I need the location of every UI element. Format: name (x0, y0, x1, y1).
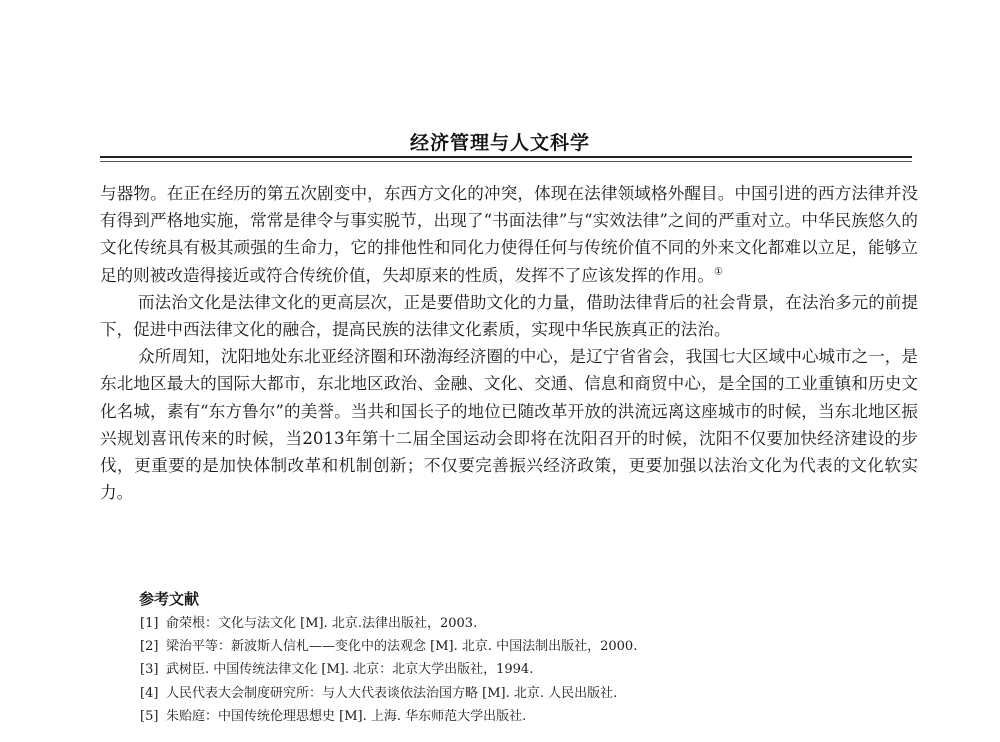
reference-item (140, 635, 900, 658)
reference-item (140, 612, 900, 635)
reference-item (140, 682, 900, 705)
reference-number: [2] (140, 639, 159, 655)
reference-item (140, 705, 900, 728)
reference-number: [5] (140, 708, 159, 724)
references-list (140, 612, 900, 728)
running-header-title: 经济管理与人文科学 (409, 132, 590, 154)
reference-item (140, 658, 900, 681)
reference-text: 朱贻庭：中国传统伦理思想史 [M]. 上海. 华东师范大学出版社. (166, 708, 527, 724)
paragraph-3: 众所周知，沈阳地处东北亚经济圈和环渤海经济圈的中心，是辽宁省省会，我国七大区域中心城市之一，是东北地区最大的国际大都市，东北地区政治、金融、文化、交通、信息和商贸中心，是全国的工业重镇和历史文化名城，素有“东方鲁尔”的美誉。当共和国长子的地位已随改革开放的洪流远离这座城市的时候，当东北地区振兴规划喜讯传来的时候，当2013年第十二届全国运动会即将在沈阳召开的时候，沈阳不仅要加快经济建设的步伐，更重要的是加快体制改革和机制创新；不仅要完善振兴经济政策，更要加强以法治文化为代表的文化软实力。 (100, 347, 918, 503)
paragraph-2: 而法治文化是法律文化的更高层次，正是要借助文化的力量，借助法律背后的社会背景，在法治多元的前提下，促进中西法律文化的融合，提高民族的法律文化素质，实现中华民族真正的法治。 (100, 292, 918, 340)
reference-text: 人民代表大会制度研究所：与人大代表谈依法治国方略 [M]. 北京. 人民出版社. (166, 685, 618, 701)
references-heading: 参考文献 (139, 590, 200, 608)
body-text (100, 180, 918, 506)
header-rule-thick (100, 156, 912, 158)
reference-number: [3] (140, 662, 159, 678)
reference-number: [1] (140, 616, 159, 631)
reference-number: [4] (140, 685, 159, 701)
paragraph-1-text: 与器物。在正在经历的第五次剧变中，东西方文化的冲突，体现在法律领域格外醒目。中国引进的西方法律并没有得到严格地实施，常常是律令与事实脱节，出现了“书面法律”与“实效法律”之间的严重对立。中华民族悠久的文化传统具有极其顽强的生命力，它的排他性和同化力使得任何与传统价值不同的外来文化都难以立足，能够立足的则被改造得接近或符合传统价值，失却原来的性质，发挥不了应该发挥的作用。 (100, 184, 918, 285)
footnote-marker[interactable]: ① (713, 266, 723, 278)
paragraph-1 (100, 180, 918, 289)
reference-text: 武树臣. 中国传统法律文化 [M]. 北京：北京大学出版社，1994. (166, 662, 534, 678)
reference-text: 俞荣根：文化与法文化 [M]. 北京.法律出版社，2003. (166, 616, 478, 631)
header-rule-thin (100, 161, 912, 162)
reference-text: 梁治平等：新波斯人信札——变化中的法观念 [M]. 北京. 中国法制出版社，2000. (166, 639, 638, 655)
